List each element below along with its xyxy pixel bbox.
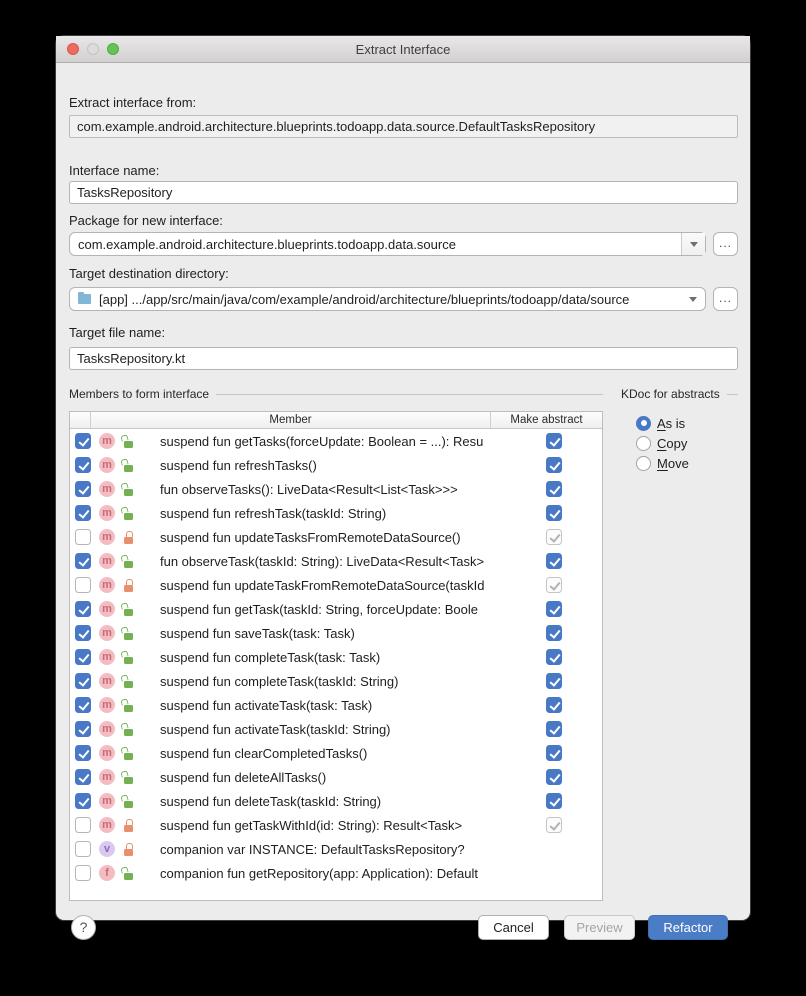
radio-button-icon[interactable] bbox=[636, 436, 651, 451]
member-signature: suspend fun clearCompletedTasks() bbox=[160, 745, 368, 761]
make-abstract-checkbox[interactable] bbox=[546, 601, 562, 617]
table-row[interactable] bbox=[70, 861, 602, 885]
make-abstract-cell bbox=[505, 745, 602, 761]
member-signature: suspend fun completeTask(task: Task) bbox=[160, 649, 381, 665]
table-row[interactable] bbox=[70, 765, 602, 789]
cancel-button[interactable]: Cancel bbox=[478, 915, 549, 940]
interface-name-input[interactable] bbox=[69, 181, 738, 204]
radio-option-label: Move bbox=[657, 455, 689, 471]
make-abstract-cell bbox=[505, 553, 602, 569]
table-row[interactable] bbox=[70, 813, 602, 837]
member-kind-icon: m bbox=[99, 721, 115, 737]
make-abstract-cell bbox=[505, 433, 602, 449]
make-abstract-checkbox[interactable] bbox=[546, 745, 562, 761]
extract-from-field: com.example.android.architecture.blueprints.todoapp.data.source.DefaultTasksRepository bbox=[69, 115, 738, 138]
member-kind-icon: m bbox=[99, 649, 115, 665]
row-select-checkbox[interactable] bbox=[75, 481, 91, 497]
make-abstract-cell bbox=[505, 481, 602, 497]
member-kind-icon: f bbox=[99, 865, 115, 881]
member-signature: fun observeTask(taskId: String): LiveData<Result<Task> bbox=[160, 553, 485, 569]
members-group-label: Members to form interface bbox=[69, 387, 210, 401]
target-dir-combobox[interactable] bbox=[69, 287, 706, 311]
target-dir-dropdown-section[interactable] bbox=[681, 288, 705, 310]
visibility-lock-icon bbox=[122, 723, 134, 736]
folder-icon bbox=[78, 294, 91, 304]
make-abstract-checkbox[interactable] bbox=[546, 697, 562, 713]
visibility-lock-icon bbox=[122, 435, 134, 448]
member-kind-icon: m bbox=[99, 673, 115, 689]
row-select-checkbox[interactable] bbox=[75, 601, 91, 617]
package-dropdown-section[interactable] bbox=[681, 233, 705, 255]
radio-button-icon[interactable] bbox=[636, 456, 651, 471]
target-file-label: Target file name: bbox=[69, 325, 166, 340]
kdoc-radio-group bbox=[636, 415, 689, 471]
row-select-checkbox[interactable] bbox=[75, 721, 91, 737]
visibility-lock-icon bbox=[122, 459, 134, 472]
kdoc-radio-option[interactable] bbox=[636, 415, 689, 431]
member-kind-icon: m bbox=[99, 625, 115, 641]
dialog-content bbox=[56, 63, 750, 935]
make-abstract-checkbox[interactable] bbox=[546, 577, 562, 593]
table-row[interactable] bbox=[70, 573, 602, 597]
table-row[interactable] bbox=[70, 741, 602, 765]
kdoc-radio-option[interactable] bbox=[636, 455, 689, 471]
member-kind-icon: m bbox=[99, 769, 115, 785]
table-row[interactable] bbox=[70, 669, 602, 693]
row-select-checkbox[interactable] bbox=[75, 793, 91, 809]
row-select-checkbox[interactable] bbox=[75, 433, 91, 449]
member-rows bbox=[70, 429, 602, 900]
row-select-checkbox[interactable] bbox=[75, 673, 91, 689]
member-kind-icon: m bbox=[99, 457, 115, 473]
member-signature: suspend fun getTask(taskId: String, forceUpdate: Boole bbox=[160, 601, 478, 617]
kdoc-radio-option[interactable] bbox=[636, 435, 689, 451]
make-abstract-cell bbox=[505, 529, 602, 545]
member-kind-icon: m bbox=[99, 553, 115, 569]
member-signature: suspend fun updateTasksFromRemoteDataSource() bbox=[160, 529, 461, 545]
refactor-button[interactable]: Refactor bbox=[648, 915, 728, 940]
make-abstract-cell bbox=[505, 697, 602, 713]
table-row[interactable] bbox=[70, 789, 602, 813]
member-kind-icon: m bbox=[99, 817, 115, 833]
member-kind-icon: v bbox=[99, 841, 115, 857]
member-kind-icon: m bbox=[99, 481, 115, 497]
make-abstract-checkbox[interactable] bbox=[546, 673, 562, 689]
make-abstract-checkbox[interactable] bbox=[546, 793, 562, 809]
member-signature: suspend fun deleteTask(taskId: String) bbox=[160, 793, 382, 809]
visibility-lock-icon bbox=[122, 579, 134, 592]
member-kind-icon: m bbox=[99, 697, 115, 713]
window-title: Extract Interface bbox=[355, 42, 451, 57]
visibility-lock-icon bbox=[122, 819, 134, 832]
make-abstract-checkbox[interactable] bbox=[546, 817, 562, 833]
member-kind-icon: m bbox=[99, 745, 115, 761]
visibility-lock-icon bbox=[122, 675, 134, 688]
member-signature: suspend fun saveTask(task: Task) bbox=[160, 625, 355, 641]
row-select-checkbox[interactable] bbox=[75, 505, 91, 521]
package-combobox-value: com.example.android.architecture.blueprints.todoapp.data.source bbox=[78, 236, 456, 252]
title-bar[interactable] bbox=[56, 36, 750, 63]
make-abstract-checkbox[interactable] bbox=[546, 505, 562, 521]
member-kind-icon: m bbox=[99, 601, 115, 617]
member-signature: suspend fun activateTask(task: Task) bbox=[160, 697, 373, 713]
extract-interface-dialog bbox=[55, 35, 751, 935]
make-abstract-cell bbox=[505, 649, 602, 665]
row-select-checkbox[interactable] bbox=[75, 817, 91, 833]
table-row[interactable] bbox=[70, 477, 602, 501]
target-dir-label: Target destination directory: bbox=[69, 266, 229, 281]
make-abstract-checkbox[interactable] bbox=[546, 721, 562, 737]
make-abstract-checkbox[interactable] bbox=[546, 649, 562, 665]
table-row[interactable] bbox=[70, 717, 602, 741]
visibility-lock-icon bbox=[122, 651, 134, 664]
member-signature: suspend fun getTasks(forceUpdate: Boolean = ...): Resu bbox=[160, 433, 484, 449]
preview-button[interactable]: Preview bbox=[564, 915, 635, 940]
members-group-header bbox=[69, 387, 603, 401]
selection-column-header bbox=[70, 412, 91, 428]
make-abstract-cell bbox=[505, 769, 602, 785]
member-signature: companion fun getRepository(app: Application): Default bbox=[160, 865, 478, 881]
table-row[interactable] bbox=[70, 693, 602, 717]
kdoc-group-header bbox=[621, 387, 738, 401]
member-signature: suspend fun getTaskWithId(id: String): Result<Task> bbox=[160, 817, 463, 833]
make-abstract-checkbox[interactable] bbox=[546, 625, 562, 641]
visibility-lock-icon bbox=[122, 507, 134, 520]
member-signature: suspend fun completeTask(taskId: String) bbox=[160, 673, 399, 689]
package-label: Package for new interface: bbox=[69, 213, 223, 228]
radio-option-label: As is bbox=[657, 415, 686, 431]
visibility-lock-icon bbox=[122, 867, 134, 880]
row-select-checkbox[interactable] bbox=[75, 841, 91, 857]
group-divider-line bbox=[727, 394, 738, 395]
table-row[interactable] bbox=[70, 645, 602, 669]
visibility-lock-icon bbox=[122, 555, 134, 568]
member-signature: suspend fun updateTaskFromRemoteDataSource(taskId bbox=[160, 577, 485, 593]
chevron-down-icon bbox=[689, 297, 697, 302]
visibility-lock-icon bbox=[122, 699, 134, 712]
make-abstract-cell bbox=[505, 721, 602, 737]
row-select-checkbox[interactable] bbox=[75, 625, 91, 641]
package-browse-button[interactable]: ... bbox=[713, 232, 738, 256]
group-divider-line bbox=[216, 394, 603, 395]
radio-option-label: Copy bbox=[657, 435, 688, 451]
table-row[interactable] bbox=[70, 837, 602, 861]
table-row[interactable] bbox=[70, 621, 602, 645]
make-abstract-cell bbox=[505, 817, 602, 833]
make-abstract-checkbox[interactable] bbox=[546, 457, 562, 473]
help-button[interactable]: ? bbox=[71, 915, 96, 940]
make-abstract-cell bbox=[505, 457, 602, 473]
visibility-lock-icon bbox=[122, 843, 134, 856]
table-row[interactable] bbox=[70, 501, 602, 525]
row-select-checkbox[interactable] bbox=[75, 457, 91, 473]
target-file-input[interactable] bbox=[69, 347, 738, 370]
row-select-checkbox[interactable] bbox=[75, 553, 91, 569]
interface-name-label: Interface name: bbox=[69, 163, 160, 178]
members-table-header bbox=[70, 412, 602, 429]
kdoc-group-label: KDoc for abstracts bbox=[621, 387, 720, 401]
visibility-lock-icon bbox=[122, 483, 134, 496]
member-kind-icon: m bbox=[99, 433, 115, 449]
member-column-header: Member bbox=[91, 412, 491, 428]
visibility-lock-icon bbox=[122, 627, 134, 640]
row-select-checkbox[interactable] bbox=[75, 577, 91, 593]
make-abstract-cell bbox=[505, 505, 602, 521]
member-signature: fun observeTasks(): LiveData<Result<List<Task>>> bbox=[160, 481, 458, 497]
member-signature: suspend fun deleteAllTasks() bbox=[160, 769, 327, 785]
member-signature: suspend fun refreshTask(taskId: String) bbox=[160, 505, 387, 521]
member-kind-icon: m bbox=[99, 577, 115, 593]
row-select-checkbox[interactable] bbox=[75, 769, 91, 785]
make-abstract-cell bbox=[505, 625, 602, 641]
member-kind-icon: m bbox=[99, 505, 115, 521]
row-select-checkbox[interactable] bbox=[75, 697, 91, 713]
visibility-lock-icon bbox=[122, 747, 134, 760]
members-table bbox=[69, 411, 603, 901]
member-kind-icon: m bbox=[99, 529, 115, 545]
row-select-checkbox[interactable] bbox=[75, 529, 91, 545]
table-row[interactable] bbox=[70, 597, 602, 621]
make-abstract-cell bbox=[505, 577, 602, 593]
visibility-lock-icon bbox=[122, 603, 134, 616]
target-dir-combobox-value: [app] .../app/src/main/java/com/example/android/architecture/blueprints/todoapp/data/source bbox=[99, 291, 630, 307]
member-signature: suspend fun activateTask(taskId: String) bbox=[160, 721, 391, 737]
target-dir-browse-button[interactable]: ... bbox=[713, 287, 738, 311]
make-abstract-cell bbox=[505, 673, 602, 689]
row-select-checkbox[interactable] bbox=[75, 745, 91, 761]
visibility-lock-icon bbox=[122, 531, 134, 544]
visibility-lock-icon bbox=[122, 771, 134, 784]
radio-button-icon[interactable] bbox=[636, 416, 651, 431]
row-select-checkbox[interactable] bbox=[75, 649, 91, 665]
make-abstract-checkbox[interactable] bbox=[546, 481, 562, 497]
row-select-checkbox[interactable] bbox=[75, 865, 91, 881]
table-row[interactable] bbox=[70, 525, 602, 549]
table-row[interactable] bbox=[70, 429, 602, 453]
package-combobox[interactable] bbox=[69, 232, 706, 256]
make-abstract-checkbox[interactable] bbox=[546, 529, 562, 545]
make-abstract-cell bbox=[505, 793, 602, 809]
extract-from-label: Extract interface from: bbox=[69, 95, 197, 110]
make-abstract-column-header: Make abstract bbox=[510, 414, 583, 426]
make-abstract-checkbox[interactable] bbox=[546, 553, 562, 569]
member-kind-icon: m bbox=[99, 793, 115, 809]
visibility-lock-icon bbox=[122, 795, 134, 808]
table-row[interactable] bbox=[70, 549, 602, 573]
chevron-down-icon bbox=[690, 242, 698, 247]
member-signature: companion var INSTANCE: DefaultTasksRepository? bbox=[160, 841, 465, 857]
make-abstract-checkbox[interactable] bbox=[546, 769, 562, 785]
make-abstract-checkbox[interactable] bbox=[546, 433, 562, 449]
member-signature: suspend fun refreshTasks() bbox=[160, 457, 317, 473]
make-abstract-cell bbox=[505, 601, 602, 617]
table-row[interactable] bbox=[70, 453, 602, 477]
